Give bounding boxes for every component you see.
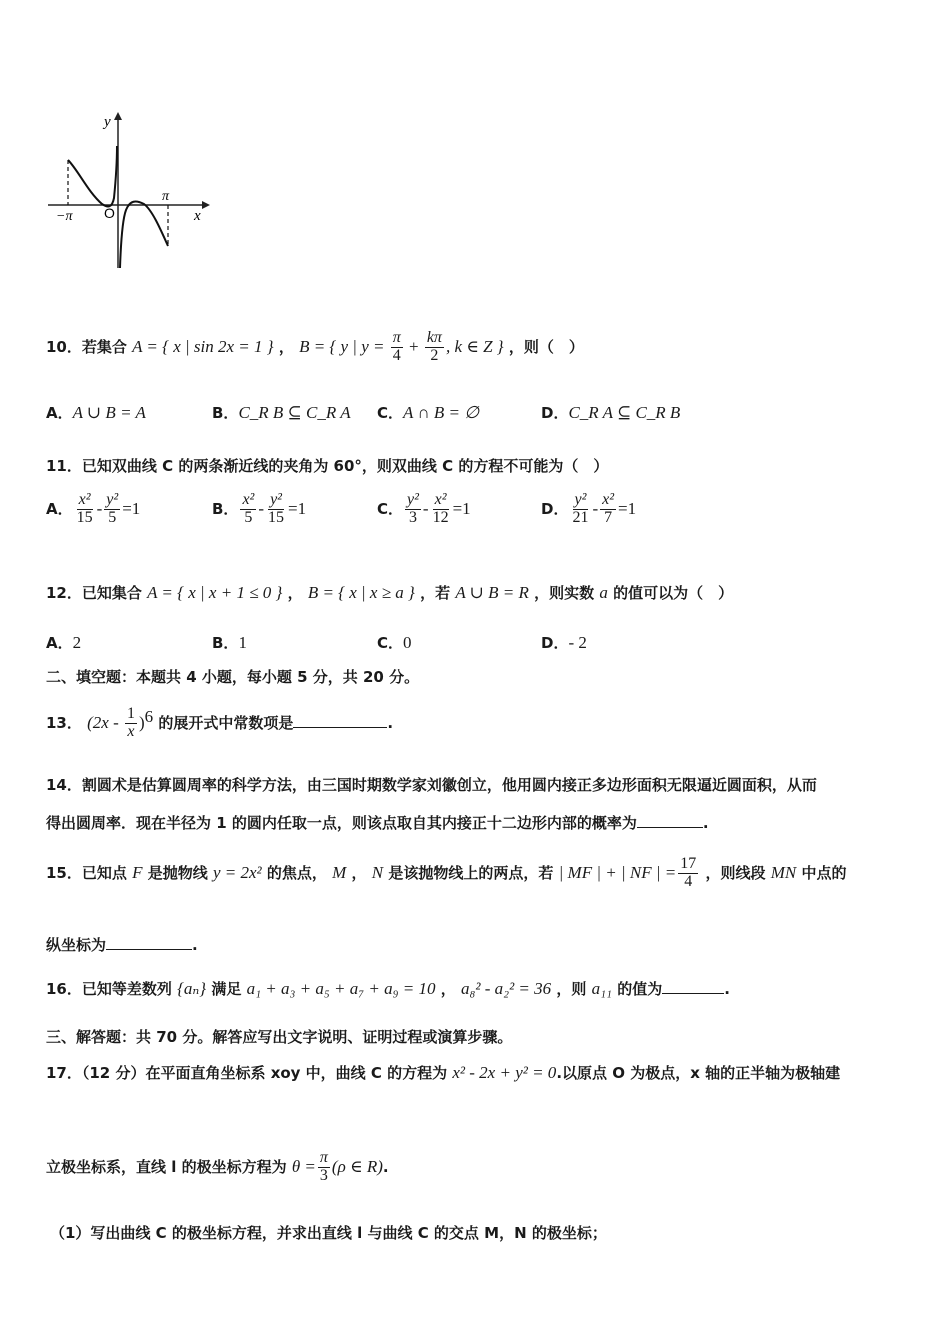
y-axis-arrow [114, 112, 122, 120]
q12-option-d[interactable]: D．- 2 [541, 633, 587, 652]
q11-option-b[interactable]: B． $\frac{\text{x²}}{5}$ - $\frac{\text{y²}}{15}$ =1 [212, 491, 307, 526]
neg-pi-label: −π [56, 209, 73, 224]
q10-option-c[interactable]: C．A ∩ B = ∅ [377, 403, 480, 422]
curve-right [120, 202, 168, 268]
q11-option-d[interactable]: D． $\frac{\text{y²}}{21}$ - $\frac{\text{x²}}{7}$ =1 [541, 491, 637, 526]
q11-stem: 11．已知双曲线 C 的两条渐近线的夹角为 60°，则双曲线 C 的方程不可能为（ ） [46, 457, 609, 475]
x-label: x [194, 208, 201, 224]
q12-option-a[interactable]: A．2 [46, 633, 82, 652]
q12-option-c[interactable]: C．0 [377, 633, 412, 652]
q17-line1: 17．（12 分）在平面直角坐标系 xoy 中，曲线 C 的方程为 x² - 2x + y² = 0.以原点 O 为极点，x 轴的正半轴为极轴建 [46, 1063, 841, 1082]
section-2-heading: 二、填空题：本题共 4 小题，每小题 5 分，共 20 分。 [46, 668, 420, 686]
q17-part1: （1）写出曲线 C 的极坐标方程，并求出直线 l 与曲线 C 的交点 M，N 的极坐标； [50, 1224, 607, 1242]
function-graph [44, 108, 214, 278]
pi-label: π [162, 189, 170, 204]
q10-option-a[interactable]: A．A ∪ B = A [46, 403, 146, 422]
q10-stem: 10．若集合 A = { x | sin 2x = 1 } ， B = { y | y = $\frac{\pi}{4}$ + $\frac{k\pi}{2}$ , k ∈ Z } ，则（ ） [46, 329, 584, 364]
q16-stem: 16．已知等差数列 {aₙ} 满足 a₁ + a₃ + a₅ + a₇ + a₉ = 10 ， a₈² - a₂² = 36 ，则 a₁₁ 的值为 . [46, 979, 730, 998]
q11-option-a[interactable]: A． $\frac{\text{x²}}{15}$ - $\frac{\text{y²}}{5}$ =1 [46, 491, 141, 526]
q12-stem: 12．已知集合 A = { x | x + 1 ≤ 0 } ， B = { x | x ≥ a } ，若 A ∪ B = R ，则实数 a 的值可以为（ ） [46, 583, 734, 602]
x-axis-arrow [202, 201, 210, 209]
q15-answer-blank[interactable] [106, 935, 192, 950]
q11-option-c[interactable]: C． $\frac{\text{y²}}{3}$ - $\frac{\text{x²}}{12}$ =1 [377, 491, 471, 526]
q10-option-d[interactable]: D．C_R A ⊆ C_R B [541, 403, 681, 422]
q14-line1: 14．割圆术是估算圆周率的科学方法，由三国时期数学家刘徽创立，他用圆内接正多边形面积无限逼近圆面积，从而 [46, 776, 817, 794]
q14-line2: 得出圆周率．现在半径为 1 的圆内任取一点，则该点取自其内接正十二边形内部的概率为 . [46, 814, 709, 832]
q15-line1: 15．已知点 F 是抛物线 y = 2x² 的焦点， M ， N 是该抛物线上的两点，若 | MF | + | NF | = $\frac{17}{4}$ ，则线段 MN 中点的 [46, 855, 847, 890]
y-label: y [104, 114, 111, 130]
q13-stem: 13． (2x - $\frac{1}{x}$ )$^6$ 的展开式中常数项是 . [46, 705, 394, 740]
q10-frac1: $\frac{\pi}{4}$ [392, 329, 401, 364]
origin-label: O [104, 205, 115, 221]
q10-option-b[interactable]: B．C_R B ⊆ C_R A [212, 403, 351, 422]
q10-frac2: $\frac{k\pi}{2}$ [426, 329, 442, 364]
q14-answer-blank[interactable] [637, 813, 703, 828]
section-3-heading: 三、解答题：共 70 分。解答应写出文字说明、证明过程或演算步骤。 [46, 1028, 513, 1046]
q15-line2: 纵坐标为 . [46, 936, 198, 954]
q16-answer-blank[interactable] [662, 979, 724, 994]
q13-answer-blank[interactable] [293, 713, 387, 728]
curve-left [68, 146, 117, 206]
q12-option-b[interactable]: B．1 [212, 633, 247, 652]
q17-line2: 立极坐标系，直线 l 的极坐标方程为 θ = $\frac{\pi}{3}$ (ρ ∈ R). [46, 1149, 389, 1184]
